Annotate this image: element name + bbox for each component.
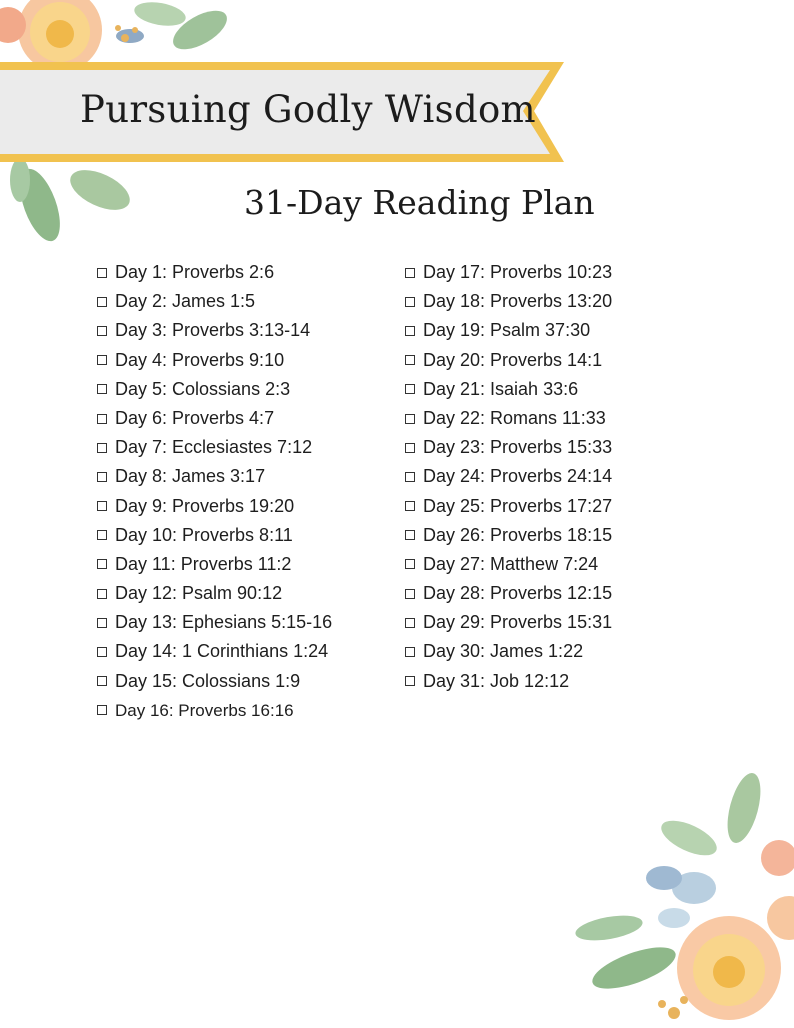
- reading-label: Day 7: Ecclesiastes 7:12: [115, 437, 313, 458]
- reading-list-left: [97, 258, 332, 725]
- reading-item[interactable]: [405, 316, 612, 345]
- reading-item[interactable]: [97, 346, 332, 375]
- reading-label: Day 28: Proverbs 12:15: [423, 583, 613, 604]
- reading-label: Day 8: James 3:17: [115, 466, 266, 487]
- checkbox-icon[interactable]: [97, 676, 107, 686]
- reading-label: Day 18: Proverbs 13:20: [423, 291, 613, 312]
- reading-label: Day 9: Proverbs 19:20: [115, 495, 295, 516]
- reading-label: Day 14: 1 Corinthians 1:24: [115, 641, 329, 662]
- checkbox-icon[interactable]: [405, 414, 415, 424]
- checkbox-icon[interactable]: [405, 589, 415, 599]
- reading-item[interactable]: [405, 637, 612, 666]
- reading-label: Day 31: Job 12:12: [423, 670, 570, 691]
- checkbox-icon[interactable]: [405, 647, 415, 657]
- checkbox-icon[interactable]: [97, 647, 107, 657]
- reading-label: Day 30: James 1:22: [423, 641, 584, 662]
- reading-item[interactable]: [97, 433, 332, 462]
- reading-item[interactable]: [405, 404, 612, 433]
- checkbox-icon[interactable]: [97, 297, 107, 307]
- reading-item[interactable]: [97, 696, 332, 725]
- reading-label: Day 20: Proverbs 14:1: [423, 349, 603, 370]
- checkbox-icon[interactable]: [405, 443, 415, 453]
- checkbox-icon[interactable]: [405, 472, 415, 482]
- reading-label: Day 21: Isaiah 33:6: [423, 378, 579, 399]
- reading-item[interactable]: [405, 375, 612, 404]
- reading-label: Day 4: Proverbs 9:10: [115, 349, 285, 370]
- reading-label: Day 19: Psalm 37:30: [423, 320, 591, 341]
- reading-label: Day 17: Proverbs 10:23: [423, 262, 613, 282]
- reading-item[interactable]: [405, 346, 612, 375]
- reading-item[interactable]: [405, 550, 612, 579]
- reading-label: Day 2: James 1:5: [115, 291, 256, 312]
- checkbox-icon[interactable]: [405, 618, 415, 628]
- page-subtitle: 31-Day Reading Plan: [244, 183, 595, 222]
- reading-label: Day 27: Matthew 7:24: [423, 553, 599, 574]
- reading-item[interactable]: [97, 637, 332, 666]
- reading-label: Day 10: Proverbs 8:11: [115, 524, 293, 545]
- checkbox-icon[interactable]: [405, 530, 415, 540]
- reading-item[interactable]: [405, 667, 612, 696]
- reading-label: Day 6: Proverbs 4:7: [115, 407, 275, 428]
- reading-item[interactable]: [97, 287, 332, 316]
- reading-item[interactable]: [405, 492, 612, 521]
- page-title: Pursuing Godly Wisdom: [80, 88, 536, 131]
- reading-item[interactable]: [405, 258, 612, 287]
- checkbox-icon[interactable]: [405, 297, 415, 307]
- reading-label: Day 23: Proverbs 15:33: [423, 437, 613, 458]
- checkbox-icon[interactable]: [97, 384, 107, 394]
- reading-label: Day 24: Proverbs 24:14: [423, 466, 613, 487]
- reading-label: Day 12: Psalm 90:12: [115, 583, 283, 604]
- reading-label: Day 16: Proverbs 16:16: [115, 700, 294, 720]
- reading-label: Day 1: Proverbs 2:6: [115, 262, 275, 282]
- checkbox-icon[interactable]: [405, 676, 415, 686]
- reading-item[interactable]: [405, 608, 612, 637]
- reading-item[interactable]: [405, 433, 612, 462]
- reading-label: Day 15: Colossians 1:9: [115, 670, 301, 691]
- reading-item[interactable]: [97, 667, 332, 696]
- reading-label: Day 25: Proverbs 17:27: [423, 495, 613, 516]
- checkbox-icon[interactable]: [97, 414, 107, 424]
- checkbox-icon[interactable]: [97, 472, 107, 482]
- checkbox-icon[interactable]: [405, 559, 415, 569]
- reading-item[interactable]: [97, 258, 332, 287]
- reading-label: Day 13: Ephesians 5:15-16: [115, 612, 333, 633]
- checkbox-icon[interactable]: [405, 326, 415, 336]
- reading-item[interactable]: [405, 462, 612, 491]
- reading-label: Day 5: Colossians 2:3: [115, 378, 291, 399]
- checkbox-icon[interactable]: [97, 705, 107, 715]
- reading-item[interactable]: [97, 579, 332, 608]
- reading-item[interactable]: [97, 404, 332, 433]
- checkbox-icon[interactable]: [405, 384, 415, 394]
- reading-item[interactable]: [405, 521, 612, 550]
- checkbox-icon[interactable]: [97, 268, 107, 278]
- reading-item[interactable]: [405, 579, 612, 608]
- checkbox-icon[interactable]: [97, 355, 107, 365]
- reading-item[interactable]: [405, 287, 612, 316]
- checkbox-icon[interactable]: [97, 559, 107, 569]
- checkbox-icon[interactable]: [97, 589, 107, 599]
- reading-item[interactable]: [97, 316, 332, 345]
- reading-label: Day 22: Romans 11:33: [423, 407, 606, 428]
- reading-item[interactable]: [97, 375, 332, 404]
- reading-item[interactable]: [97, 521, 332, 550]
- floral-corner-icon: [554, 768, 794, 1028]
- checkbox-icon[interactable]: [97, 326, 107, 336]
- checkbox-icon[interactable]: [97, 530, 107, 540]
- checkbox-icon[interactable]: [97, 618, 107, 628]
- reading-label: Day 11: Proverbs 11:2: [115, 553, 292, 574]
- reading-item[interactable]: [97, 492, 332, 521]
- checkbox-icon[interactable]: [405, 268, 415, 278]
- reading-label: Day 29: Proverbs 15:31: [423, 612, 613, 633]
- checkbox-icon[interactable]: [97, 501, 107, 511]
- checkbox-icon[interactable]: [97, 443, 107, 453]
- reading-item[interactable]: [97, 550, 332, 579]
- reading-item[interactable]: [97, 462, 332, 491]
- checkbox-icon[interactable]: [405, 355, 415, 365]
- reading-label: Day 26: Proverbs 18:15: [423, 524, 613, 545]
- checkbox-icon[interactable]: [405, 501, 415, 511]
- reading-label: Day 3: Proverbs 3:13-14: [115, 320, 311, 341]
- reading-list-right: [405, 258, 612, 696]
- reading-item[interactable]: [97, 608, 332, 637]
